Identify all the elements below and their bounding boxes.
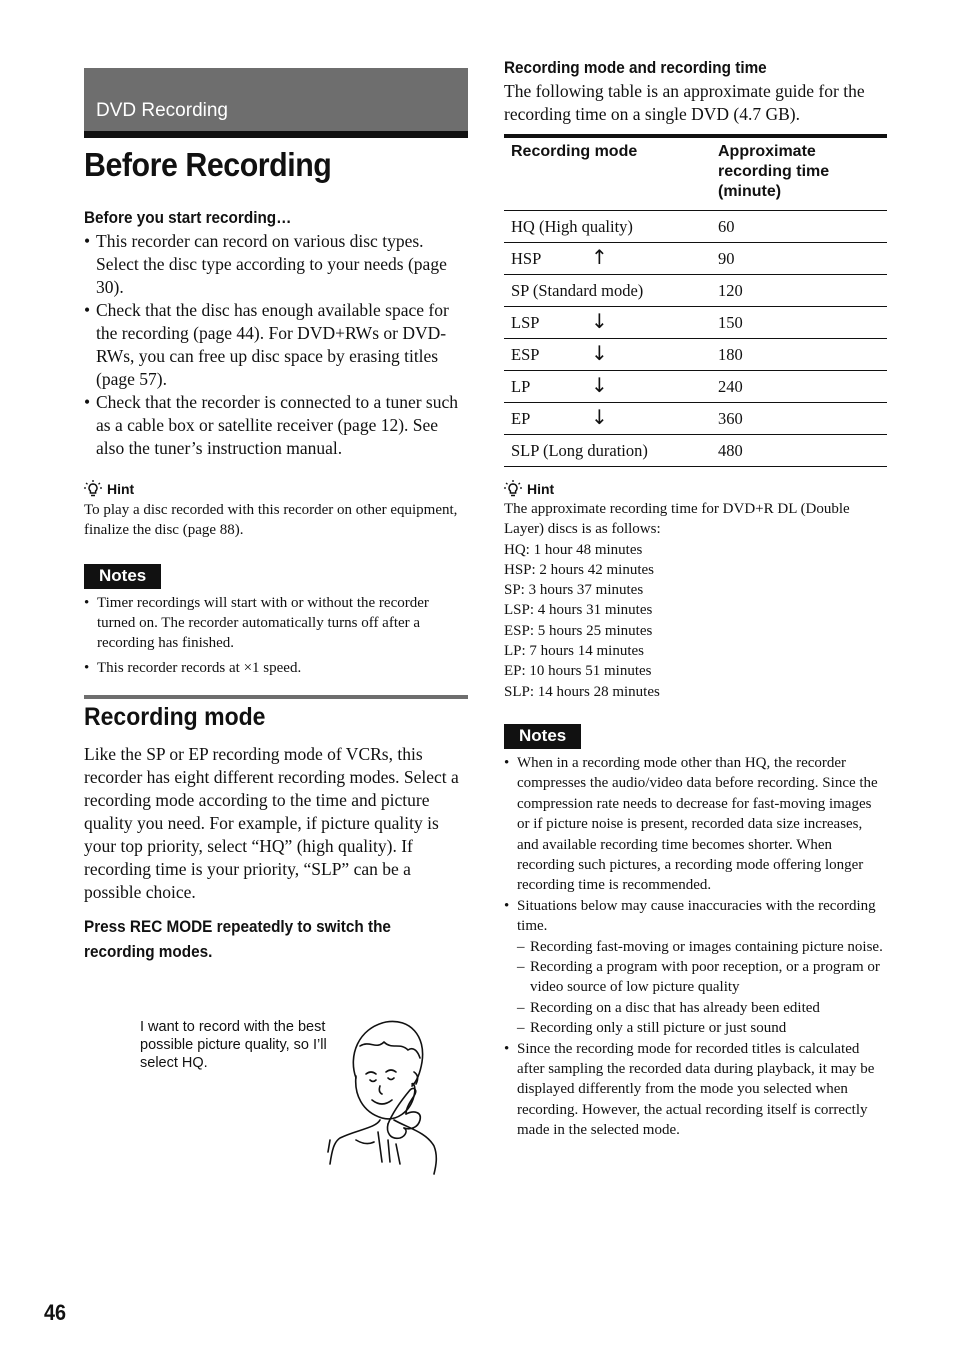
time-cell: 150 — [711, 307, 887, 339]
mode-cell — [504, 403, 711, 435]
list-item: • Timer recordings will start with or without the recorder turned on. The recorder automatically turns off after a recording has finished. — [84, 593, 468, 654]
before-start-list — [84, 230, 468, 460]
left-column — [84, 68, 468, 964]
notes-badge-right-wrap — [504, 724, 887, 749]
time-cell: 180 — [711, 339, 887, 371]
time-section-heading: Recording mode and recording time — [504, 58, 767, 77]
list-item-text: Situations below may cause inaccuracies with the recording time. — [517, 897, 876, 935]
mode-cell — [504, 211, 711, 243]
mode-label: SLP (Long duration) — [511, 440, 648, 460]
notes-list-left — [84, 593, 468, 679]
column-header-time: Approximate recording time (minute) — [711, 136, 887, 211]
hint-line: LP: 7 hours 14 minutes — [504, 643, 645, 660]
recording-mode-title: Recording mode — [84, 703, 266, 732]
table-row — [504, 211, 887, 243]
rec-mode-instruction: Press REC MODE repeatedly to switch the recording modes. — [84, 917, 391, 962]
sub-list — [517, 937, 887, 1039]
table-row — [504, 403, 887, 435]
mode-label: LSP — [511, 312, 540, 332]
time-cell: 360 — [711, 403, 887, 435]
notes-badge: Notes — [504, 724, 581, 749]
mode-label: ESP — [511, 344, 540, 364]
time-cell: 120 — [711, 275, 887, 307]
section-divider — [84, 695, 468, 699]
hint-line: EP: 10 hours 51 minutes — [504, 663, 652, 680]
page-title: Before Recording — [84, 146, 332, 183]
table-row — [504, 435, 887, 467]
hint-line: ESP: 5 hours 25 minutes — [504, 622, 653, 639]
arrow-up-icon: ↑ — [591, 245, 608, 269]
arrow-down-icon: ↓ — [591, 341, 608, 365]
list-item: • This recorder records at ×1 speed. — [84, 658, 468, 678]
hint-label: Hint — [527, 481, 555, 497]
hint-heading-left — [84, 480, 468, 498]
mode-cell — [504, 339, 711, 371]
mode-cell — [504, 307, 711, 339]
before-start-heading: Before you start recording… — [84, 208, 292, 227]
speech-caption: I want to record with the best possible picture quality, so I’ll select HQ. — [140, 1019, 327, 1071]
time-cell: 240 — [711, 371, 887, 403]
hint-line: The approximate recording time for DVD+R DL (Double Layer) discs is as follows: — [504, 501, 850, 538]
section-banner — [84, 68, 468, 138]
list-item: • Check that the disc has enough available space for the recording (page 44). For DVD+RWs or DVD-RWs, you can free up disc space by erasing titles (page 57). — [84, 299, 468, 391]
mode-label: LP — [511, 376, 531, 396]
mode-label: HSP — [511, 248, 542, 268]
time-cell: 480 — [711, 435, 887, 467]
list-item: • When in a recording mode other than HQ, the recorder compresses the audio/video data before recording. Since the compression rate needs to decrease for fast-moving images or if picture noise is present, recorded data size increases, and available recording time becomes shorter. When recording such pictures, a recording mode offering longer recording time is recommended. — [504, 753, 887, 896]
hint-text-left: To play a disc recorded with this recorder on other equipment, finalize the disc (page 88). — [84, 502, 458, 539]
mode-cell — [504, 435, 711, 467]
person-illustration — [326, 1016, 442, 1176]
time-section-intro: The following table is an approximate guide for the recording time on a single DVD (4.7 GB). — [504, 81, 865, 124]
arrow-down-icon: ↓ — [591, 405, 608, 429]
mode-cell — [504, 371, 711, 403]
list-item — [504, 896, 887, 1039]
table-row — [504, 243, 887, 275]
list-item: • This recorder can record on various disc types. Select the disc type according to your needs (page 30). — [84, 230, 468, 299]
right-column — [504, 58, 887, 1141]
section-banner-label: DVD Recording — [96, 100, 228, 121]
table-row — [504, 275, 887, 307]
time-cell: 60 — [711, 211, 887, 243]
notes-badge: Notes — [84, 564, 161, 589]
sub-list-item: – Recording only a still picture or just sound — [517, 1018, 887, 1038]
hint-line: SLP: 14 hours 28 minutes — [504, 683, 660, 700]
arrow-down-icon: ↓ — [591, 373, 608, 397]
table-row — [504, 339, 887, 371]
table-row — [504, 307, 887, 339]
hint-label: Hint — [107, 481, 135, 497]
mode-cell — [504, 243, 711, 275]
table-row — [504, 371, 887, 403]
column-header-mode: Recording mode — [504, 136, 711, 211]
sub-list-item: – Recording a program with poor reception, or a program or video source of low picture quality — [517, 957, 887, 998]
notes-list-right — [504, 753, 887, 1141]
hint-line: HQ: 1 hour 48 minutes — [504, 541, 643, 558]
lightbulb-icon — [504, 480, 522, 498]
page-number: 46 — [44, 1300, 67, 1325]
notes-badge-left-wrap — [84, 564, 468, 589]
sub-list-item: – Recording on a disc that has already been edited — [517, 998, 887, 1018]
time-cell: 90 — [711, 243, 887, 275]
mode-label: HQ (High quality) — [511, 216, 633, 236]
recording-time-table — [504, 134, 887, 467]
hint-text-right — [504, 499, 887, 702]
arrow-down-icon: ↓ — [591, 309, 608, 333]
hint-line: LSP: 4 hours 31 minutes — [504, 602, 653, 619]
list-item: • Since the recording mode for recorded titles is calculated after sampling the recorded data during playback, it may be displayed differently from the mode you selected when recording. However, the actual recording itself is correctly made in the selected mode. — [504, 1039, 887, 1141]
mode-cell — [504, 275, 711, 307]
list-item: • Check that the recorder is connected to a tuner such as a cable box or satellite receiver (page 12). See also the tuner’s instruction manual. — [84, 391, 468, 460]
table-header-row — [504, 136, 887, 211]
lightbulb-icon — [84, 480, 102, 498]
hint-heading-right — [504, 480, 887, 498]
recording-mode-body: Like the SP or EP recording mode of VCRs, this recorder has eight different recording modes. Select a recording mode according to the time and picture quality you need. For example, if picture quality is your top priority, select “HQ” (high quality). If recording time is your priority, “SLP” can be a possible choice. — [84, 744, 459, 903]
sub-list-item: – Recording fast-moving or images containing picture noise. — [517, 937, 887, 957]
mode-label: SP (Standard mode) — [511, 280, 644, 300]
hint-line: SP: 3 hours 37 minutes — [504, 582, 644, 599]
hint-line: HSP: 2 hours 42 minutes — [504, 561, 655, 578]
mode-label: EP — [511, 408, 531, 428]
